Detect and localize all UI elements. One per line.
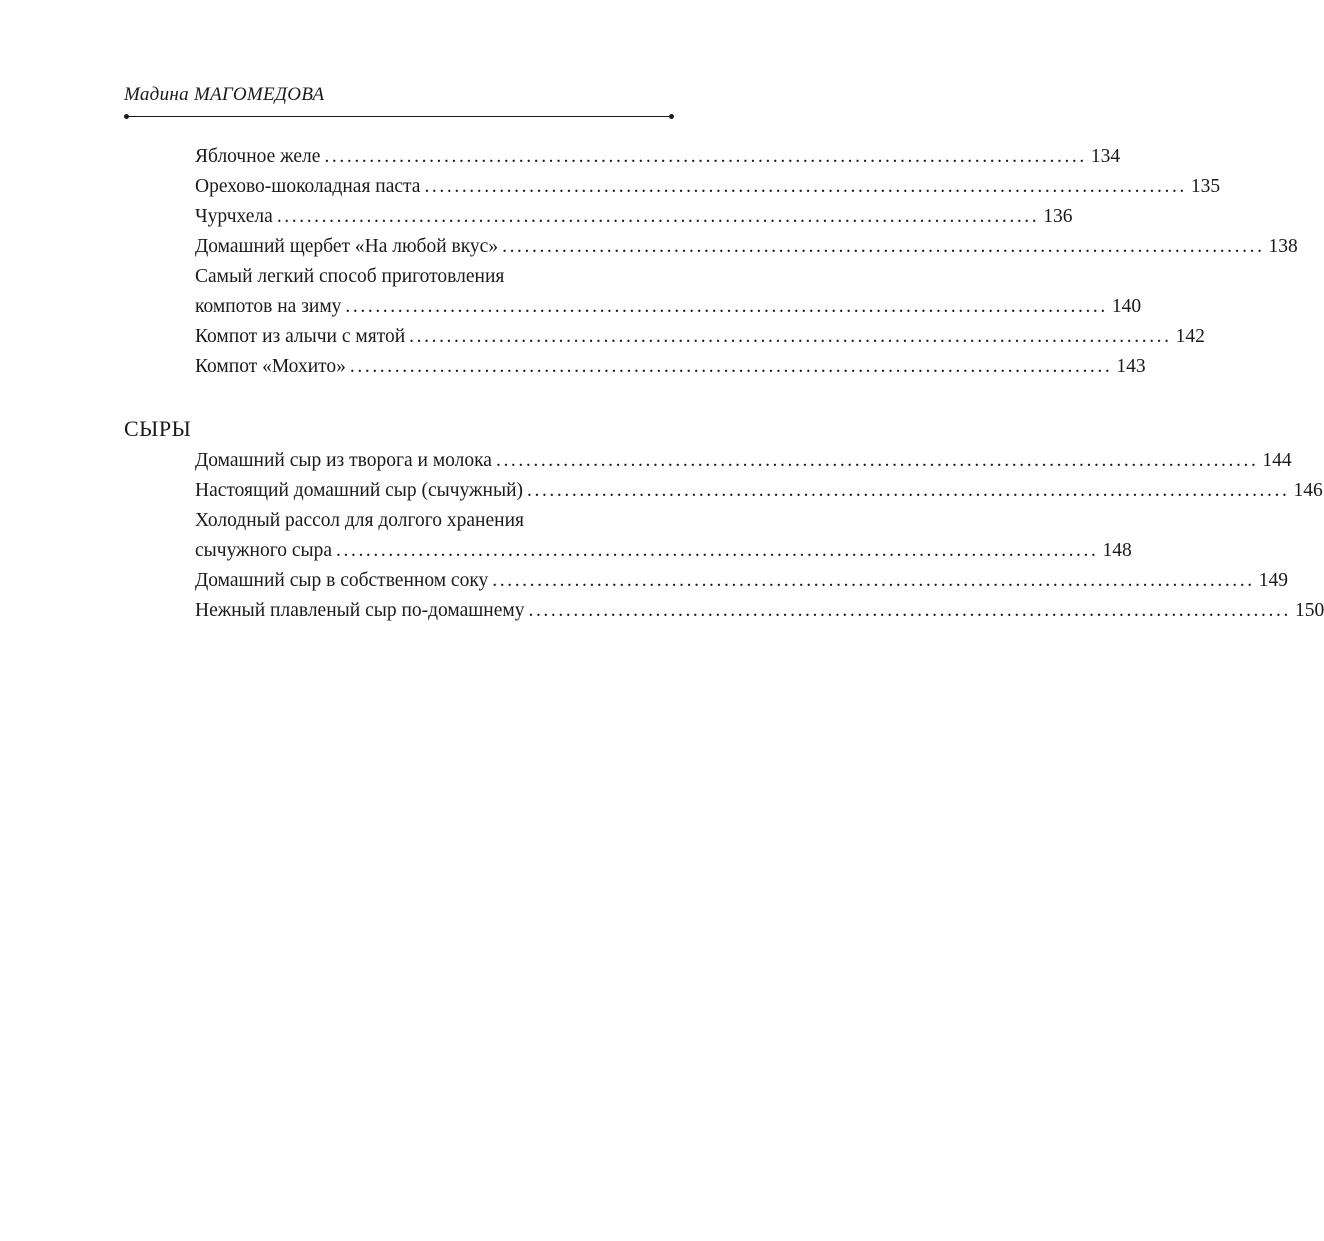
toc-list-cheeses (195, 446, 1324, 626)
toc-entry-title: Настоящий домашний сыр (сычужный) (195, 480, 523, 501)
dot-leader: ...................................................................................................... (349, 356, 1113, 377)
toc-entry[interactable] (195, 322, 1205, 352)
toc-entry-title: Чурчхела (195, 206, 273, 227)
toc-entry[interactable] (195, 536, 1132, 566)
toc-entry[interactable] (195, 476, 1323, 506)
header-rule (126, 116, 672, 117)
dot-leader: ...................................................................................................... (324, 146, 1087, 167)
toc-entry-title-line1: Самый легкий способ приготовления (195, 266, 505, 287)
toc-entry[interactable] (195, 232, 1298, 262)
toc-entry-page: 136 (1043, 206, 1073, 227)
dot-leader: ...................................................................................................... (502, 236, 1265, 257)
dot-leader: ...................................................................................................... (276, 206, 1040, 227)
dot-leader: ...................................................................................................... (336, 540, 1099, 561)
toc-entry[interactable] (195, 202, 1073, 232)
toc-entry-first-line[interactable] (195, 506, 673, 536)
toc-entry[interactable] (195, 142, 1121, 172)
toc-entry-page: 149 (1258, 570, 1288, 591)
dot-leader: ...................................................................................................... (495, 450, 1259, 471)
dot-leader: ...................................................................................................... (409, 326, 1172, 347)
dot-leader: ...................................................................................................... (528, 600, 1291, 621)
toc-entry-title: Орехово-шоколадная паста (195, 176, 421, 197)
toc-list-desserts (195, 142, 1298, 382)
dot-leader: ...................................................................................................... (424, 176, 1187, 197)
toc-entry-title: Компот «Мохито» (195, 356, 346, 377)
toc-entry-page: 140 (1111, 296, 1142, 317)
toc-entry[interactable] (195, 566, 1288, 596)
toc-entry-page: 142 (1175, 326, 1205, 347)
toc-entry-title-line1: Холодный рассол для долгого хранения (195, 510, 524, 531)
author-first-name: Мадина (124, 84, 189, 105)
toc-entry-title: компотов на зиму (195, 296, 342, 317)
toc-entry-title: Компот из алычи с мятой (195, 326, 406, 347)
toc-entry[interactable] (195, 446, 1292, 476)
toc-entry[interactable] (195, 596, 1324, 626)
toc-entry-page: 150 (1294, 600, 1324, 621)
toc-entry-first-line[interactable] (195, 262, 673, 292)
section-heading-cheeses[interactable]: СЫРЫ (124, 416, 192, 441)
dot-leader: ...................................................................................................... (527, 480, 1290, 501)
toc-entry-title: Домашний сыр из творога и молока (195, 450, 492, 471)
toc-entry-page: 134 (1090, 146, 1121, 167)
toc-entry-page: 148 (1102, 540, 1132, 561)
toc-entry-page: 144 (1262, 450, 1292, 471)
toc-entry[interactable] (195, 352, 1146, 382)
toc-entry-title: Нежный плавленый сыр по-домашнему (195, 600, 525, 621)
dot-leader: ...................................................................................................... (345, 296, 1108, 317)
author-last-name: МАГОМЕДОВА (193, 84, 325, 105)
toc-entry-page: 135 (1190, 176, 1221, 197)
toc-entry[interactable] (195, 292, 1142, 322)
toc-entry-title: Яблочное желе (195, 146, 321, 167)
toc-entry-title: Домашний сыр в собственном соку (195, 570, 489, 591)
dot-leader: ...................................................................................................... (492, 570, 1255, 591)
toc-entry-page: 143 (1116, 356, 1146, 377)
toc-entry-title: Домашний щербет «На любой вкус» (195, 236, 499, 257)
toc-entry-page: 146 (1293, 480, 1323, 501)
toc-entry[interactable] (195, 172, 1221, 202)
running-head (124, 84, 324, 106)
toc-entry-title: сычужного сыра (195, 540, 333, 561)
toc-entry-page: 138 (1268, 236, 1298, 257)
